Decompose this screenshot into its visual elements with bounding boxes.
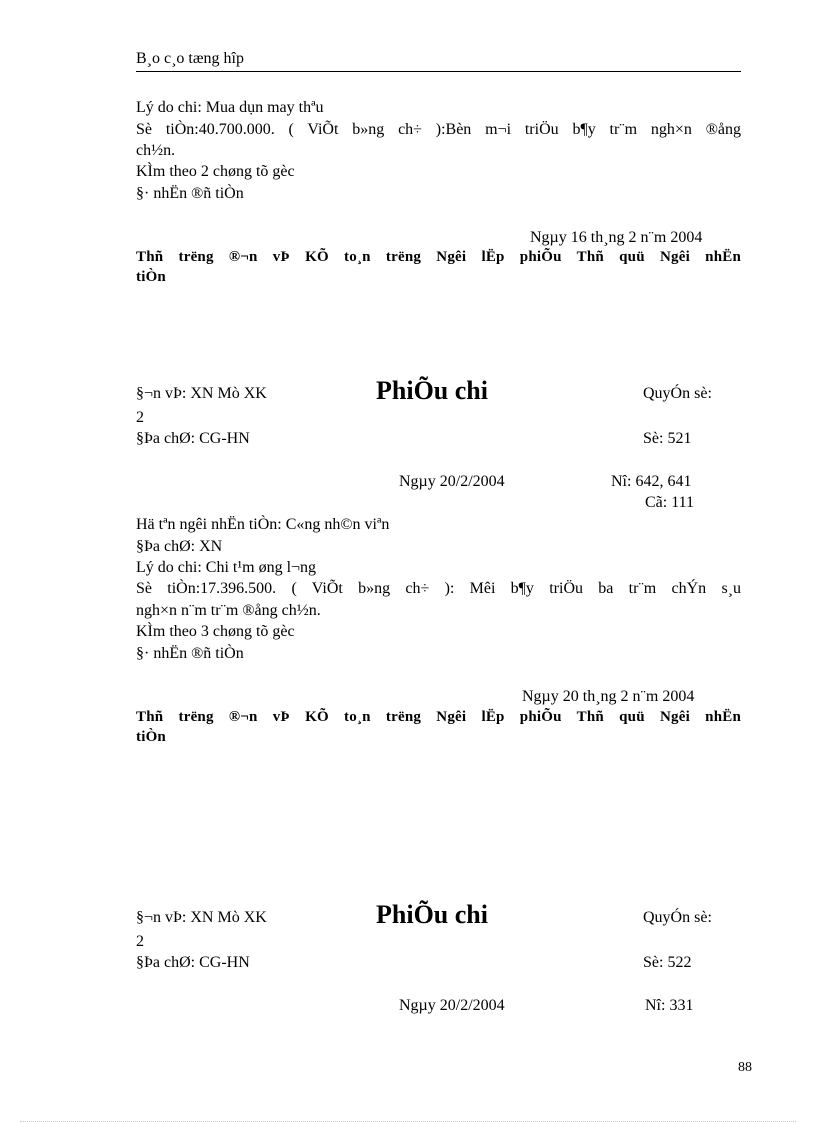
v2-unit: §¬n vÞ: XN Mò XK — [136, 385, 267, 402]
v3-debit-account: Nî: 331 — [645, 997, 694, 1014]
v3-date: Ngµy 20/2/2004 — [399, 997, 505, 1014]
v2-received-note: §· nhËn ®ñ tiÒn — [136, 645, 244, 662]
v2-date: Ngµy 20/2/2004 — [399, 473, 505, 490]
v2-address: §Þa chØ: CG-HN — [136, 430, 250, 447]
v2-sign-date: Ngµy 20 th¸ng 2 n¨m 2004 — [522, 688, 695, 705]
v2-reason: Lý do chi: Chi t¹m øng l¬ng — [136, 559, 317, 576]
v1-attached-docs: KÌm theo 2 chøng tõ gèc — [136, 163, 295, 180]
v1-amount-line1: Sè tiÒn:40.700.000. ( ViÕt b»ng ch÷ ):Bèn m¬i triÖu b¶y tr¨m ngh×n ®ång — [136, 121, 741, 138]
page-header — [136, 49, 741, 72]
header-title: B¸o c¸o tæng hîp — [136, 50, 244, 67]
v2-book-no: QuyÓn sè: — [643, 385, 712, 402]
v1-received-note: §· nhËn ®ñ tiÒn — [136, 185, 244, 202]
v2-payee-address: §Þa chØ: XN — [136, 538, 223, 555]
page-bottom-border — [20, 1121, 796, 1122]
v3-book-no: QuyÓn sè: — [643, 909, 712, 926]
page-number: 88 — [738, 1060, 752, 1075]
v2-credit-account: Cã: 111 — [645, 494, 695, 511]
v2-amount-line2: ngh×n n¨m tr¨m ®ång ch½n. — [136, 602, 321, 619]
v1-reason: Lý do chi: Mua dụn may thªu — [136, 99, 324, 116]
v2-title: PhiÕu chi — [376, 376, 488, 405]
v2-book-no-value: 2 — [136, 409, 144, 426]
v1-amount-line2: ch½n. — [136, 142, 176, 159]
v3-book-no-value: 2 — [136, 933, 144, 950]
v2-debit-account: Nî: 642, 641 — [611, 473, 692, 490]
v2-number: Sè: 521 — [643, 430, 692, 447]
v2-amount-line1: Sè tiÒn:17.396.500. ( ViÕt b»ng ch÷ ): Mêi b¶y triÖu ba tr¨m chÝn s¸u — [136, 580, 741, 597]
v3-number: Sè: 522 — [643, 954, 692, 971]
v3-address: §Þa chØ: CG-HN — [136, 954, 250, 971]
v2-signature-roles: Thñ trëng ®¬n vÞ KÕ to¸n trëng Ngêi lËp phiÕu Thñ quü Ngêi nhËn — [136, 709, 741, 725]
v2-signature-roles-cont: tiÒn — [136, 729, 166, 745]
v3-unit: §¬n vÞ: XN Mò XK — [136, 909, 267, 926]
v1-signature-roles-cont: tiÒn — [136, 269, 166, 285]
v2-attached-docs: KÌm theo 3 chøng tõ gèc — [136, 623, 295, 640]
v3-title: PhiÕu chi — [376, 900, 488, 929]
v1-signature-roles: Thñ trëng ®¬n vÞ KÕ to¸n trëng Ngêi lËp phiÕu Thñ quü Ngêi nhËn — [136, 249, 741, 265]
v2-payee: Hä tªn ngêi nhËn tiÒn: C«ng nh©n viªn — [136, 516, 390, 533]
v1-sign-date: Ngµy 16 th¸ng 2 n¨m 2004 — [530, 229, 703, 246]
